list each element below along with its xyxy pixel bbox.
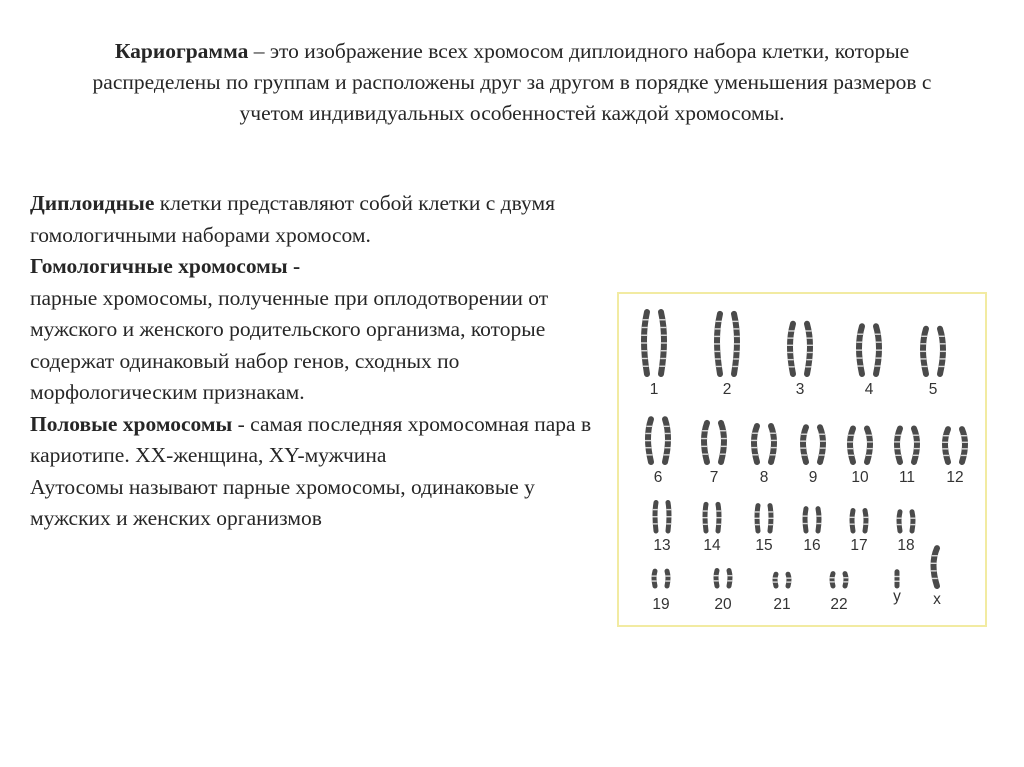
chromosome-label-4: 4 <box>864 381 874 398</box>
chromosome-pair-19 <box>652 571 671 586</box>
chromosome-label-y: y <box>893 588 901 605</box>
chromosome-pair-5 <box>920 329 946 374</box>
chromosome-pair-16 <box>803 509 822 531</box>
chromosome-label-3: 3 <box>795 381 805 398</box>
chromosome-pair-6 <box>645 419 671 462</box>
sex-paragraph <box>30 409 610 472</box>
chromosome-label-20: 20 <box>714 596 732 613</box>
karyogram-figure <box>619 294 984 624</box>
chromosome-label-16: 16 <box>803 537 821 554</box>
chromosome-pair-3 <box>787 324 813 374</box>
homologous-term: Гомологичные хромосомы - <box>30 254 301 278</box>
sex-chromosomes-term: Половые хромосомы <box>30 411 233 436</box>
chromosome-pair-4 <box>856 326 882 374</box>
chromosome-pair-10 <box>847 429 873 462</box>
chromosome-pair-20 <box>714 571 733 587</box>
chromosome-label-2: 2 <box>722 381 732 398</box>
chromosome-label-x: x <box>933 591 941 608</box>
chromosome-pair-13 <box>653 502 672 531</box>
homologous-paragraph <box>30 251 610 283</box>
karyogram-image <box>617 292 987 627</box>
diploid-paragraph <box>30 188 610 251</box>
chromosome-pair-12 <box>942 429 968 462</box>
chromosome-pair-8 <box>751 426 777 462</box>
chromosome-label-12: 12 <box>946 469 964 486</box>
chromosome-label-14: 14 <box>703 537 721 554</box>
chromosome-pair-1 <box>641 312 667 374</box>
chromosome-label-22: 22 <box>830 596 848 613</box>
chromosome-label-9: 9 <box>808 469 818 486</box>
karyogram-term: Кариограмма <box>114 39 249 63</box>
chromosome-pair-y <box>895 572 900 586</box>
chromosome-label-13: 13 <box>653 537 671 554</box>
chromosome-pair-7 <box>701 423 727 462</box>
chromosome-pair-15 <box>755 506 774 531</box>
chromosome-label-21: 21 <box>773 596 791 613</box>
chromosome-pair-17 <box>850 511 869 531</box>
chromosome-pair-22 <box>830 574 849 586</box>
chromosome-label-1: 1 <box>649 381 659 398</box>
chromosome-label-17: 17 <box>850 537 868 554</box>
sex-chromosomes-text: - самая последняя хромосомная пара в кариотипе. XX-женщина, XY-мужчина <box>30 411 592 467</box>
diploid-text: клетки представляют собой клетки с двумя гомологичными наборами хромосом. <box>30 191 555 247</box>
explanation-text <box>30 188 610 535</box>
homologous-definition: парные хромосомы, полученные при оплодотворении от мужского и женского родительского организма, которые содержат одинаковый набор генов, сходных по морфологическим признакам. <box>30 285 549 404</box>
chromosome-pair-11 <box>894 429 920 462</box>
chromosome-label-6: 6 <box>653 469 663 486</box>
chromosome-label-5: 5 <box>928 381 938 398</box>
definition-heading <box>60 36 964 129</box>
chromosome-label-7: 7 <box>709 469 719 486</box>
chromosome-label-11: 11 <box>898 469 916 486</box>
chromosome-pair-21 <box>773 574 792 586</box>
autosomes-paragraph: Аутосомы называют парные хромосомы, одинаковые у мужских и женских организмов <box>30 474 535 530</box>
chromosome-label-15: 15 <box>755 537 773 554</box>
chromosome-pair-2 <box>714 314 740 374</box>
karyogram-definition: – это изображение всех хромосом диплоидного набора клетки, которые распределены по группам и расположены друг за другом в порядке уменьшения размеров с учетом индивидуальных особенностей каждой хромосомы. <box>92 39 932 125</box>
chromosome-label-10: 10 <box>851 469 869 486</box>
chromosome-pair-18 <box>897 512 916 531</box>
chromosome-label-8: 8 <box>759 469 769 486</box>
chromosome-label-18: 18 <box>897 537 915 554</box>
chromosome-pair-14 <box>703 504 722 531</box>
chromosome-pair-x <box>931 548 938 586</box>
chromosome-pair-9 <box>800 427 826 462</box>
chromosome-label-19: 19 <box>652 596 670 613</box>
diploid-term: Диплоидные <box>30 191 155 215</box>
